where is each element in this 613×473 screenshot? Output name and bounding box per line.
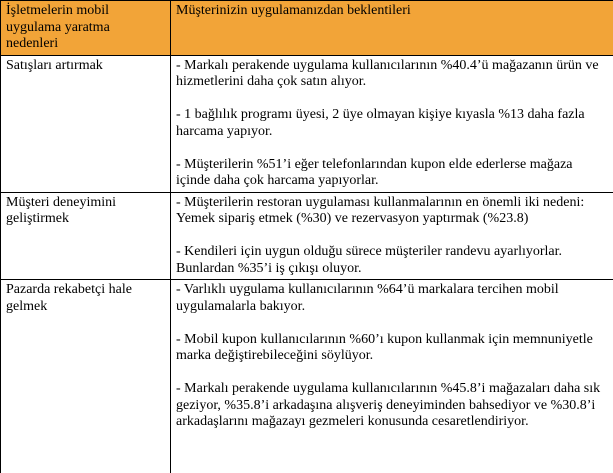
expectations-cell-competitive <box>171 280 613 473</box>
expectation-paragraph: - Markalı perakende uygulama kullanıcılarının %45.8’i mağazaları daha sık geziyor, %35.8’i arkadaşına alışveriş deneyiminden bahsediyor ve %30.8’i arkadaşlarını mağazayı gezmeleri konusunda cesaretlendiriyor. <box>176 381 601 429</box>
reason-cell-competitive: Pazarda rekabetçi hale gelmek <box>1 280 171 473</box>
reason-cell-sales: Satışları artırmak <box>1 55 171 192</box>
expectation-paragraph: - Mobil kupon kullanıcılarının %60’ı kupon kullanmak için memnuniyetle marka değiştirebileceğini söylüyor. <box>176 331 593 363</box>
table-row-sales <box>1 55 613 192</box>
expectation-paragraph: - Kendileri için uygun olduğu sürece müşteriler randevu ayarlıyorlar. Bunlardan %35’i iş çıkışı oluyor. <box>176 244 563 276</box>
expectation-paragraph: - Müşterilerin restoran uygulaması kullanmalarının en önemli iki nedeni: Yemek sipariş etmek (%30) ve rezervasyon yaptırmak (%23.8) <box>176 194 585 226</box>
expectations-cell-sales <box>171 55 613 192</box>
expectations-cell-experience <box>171 192 613 280</box>
expectation-paragraph: - Markalı perakende uygulama kullanıcılarının %40.4’ü mağazanın ürün ve hizmetlerini daha çok satın alıyor. <box>176 57 599 89</box>
table-row-experience <box>1 192 613 280</box>
header-cell-reasons: İşletmelerin mobil uygulama yaratma nedenleri <box>1 1 171 56</box>
reason-cell-experience: Müşteri deneyimini geliştirmek <box>1 192 171 280</box>
expectation-paragraph: - Müşterilerin %51’i eğer telefonlarından kupon elde ederlerse mağaza içinde daha çok harcama yapıyorlar. <box>176 156 573 188</box>
table-header-row <box>1 1 613 56</box>
expectation-paragraph: - Varlıklı uygulama kullanıcılarının %64’ü markalara tercihen mobil uygulamalarla bakıyor. <box>176 282 559 314</box>
expectation-paragraph: - 1 bağlılık programı üyesi, 2 üye olmayan kişiye kıyasla %13 daha fazla harcama yapıyor. <box>176 107 585 139</box>
header-cell-expectations: Müşterinizin uygulamanızdan beklentileri <box>171 1 613 56</box>
table-row-competitive <box>1 280 613 473</box>
